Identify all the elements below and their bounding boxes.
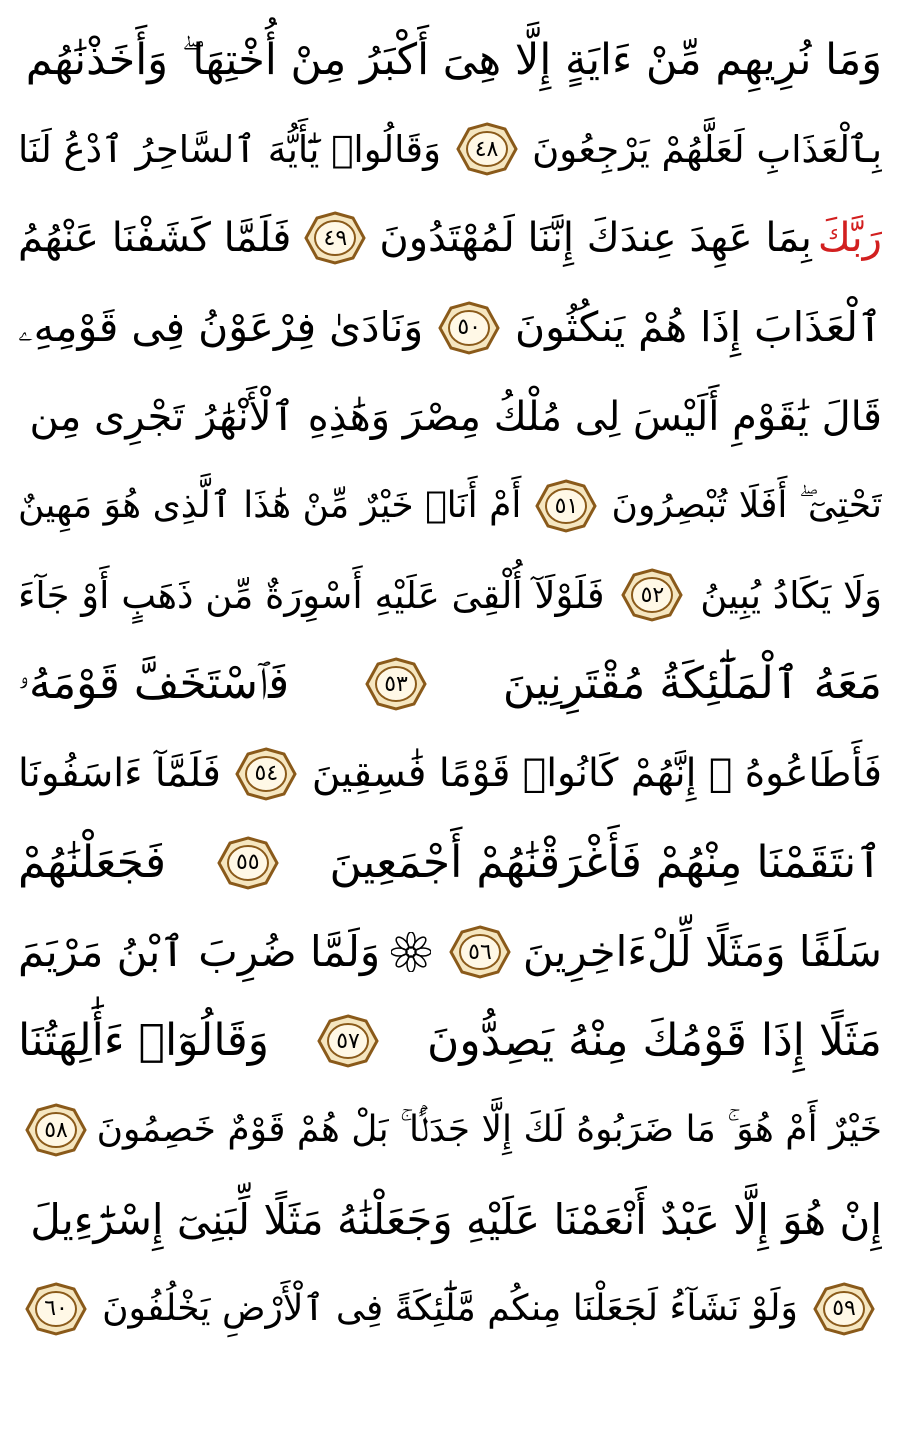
- verse-text: قَالَ يَٰقَوْمِ أَلَيْسَ لِى مُلْكُ مِصْرَ وَهَٰذِهِ ٱلْأَنْهَٰرُ تَجْرِى مِن: [29, 393, 882, 440]
- ayah-number: ٥٣: [384, 671, 408, 697]
- verse-text: وَلَمَّا ضُرِبَ ٱبْنُ مَرْيَمَ: [18, 927, 381, 976]
- verse-text: تَحْتِىٓ ۖ أَفَلَا تُبْصِرُونَ: [611, 485, 882, 526]
- verse-text: إِنْ هُوَ إِلَّا عَبْدٌ أَنْعَمْنَا عَلَيْهِ وَجَعَلْنَٰهُ مَثَلًا لِّبَنِىٓ إِسْرَٰٓءِيلَ: [30, 1194, 882, 1244]
- verse-text: ٱلْعَذَابَ إِذَا هُمْ يَنكُثُونَ: [515, 303, 882, 352]
- verse-line: [18, 996, 882, 1086]
- verse-line: [18, 1264, 882, 1354]
- verse-line: [18, 907, 882, 997]
- verse-text: وَمَا نُرِيهِم مِّنْ ءَايَةٍ إِلَّا هِىَ أَكْبَرُ مِنْ أُخْتِهَا ۖ وَأَخَذْنَٰهُم: [25, 34, 882, 85]
- verse-line: [18, 818, 882, 908]
- verse-text: فَأَطَاعُوهُ ۚ إِنَّهُمْ كَانُوا۟ قَوْمًا فَٰسِقِينَ: [311, 751, 882, 797]
- ayah-number-marker: [455, 121, 519, 177]
- ayah-number-marker: [448, 924, 512, 980]
- ayah-number-marker: [303, 210, 367, 266]
- ayah-number: ٤٨: [474, 136, 499, 162]
- ayah-number: ٥٥: [235, 850, 260, 876]
- verse-text: مَعَهُ ٱلْمَلَٰٓئِكَةُ مُقْتَرِنِينَ: [502, 658, 882, 710]
- verse-line: [18, 15, 882, 105]
- verse-text: خَيْرٌ أَمْ هُوَ ۚ مَا ضَرَبُوهُ لَكَ إِلَّا جَدَلًۢا ۚ بَلْ هُمْ قَوْمٌ خَصِمُونَ: [96, 1109, 882, 1151]
- ayah-number-marker: [364, 656, 428, 712]
- verse-line: [18, 104, 882, 194]
- ayah-number: ٦٠: [44, 1296, 68, 1322]
- verse-text: وَقَالُوا۟ يَٰٓأَيُّهَ ٱلسَّاحِرُ ٱدْعُ لَنَا: [18, 127, 441, 171]
- ayah-number: ٤٩: [323, 225, 348, 251]
- ayah-number-marker: [620, 567, 684, 623]
- ayah-number-marker: [24, 1102, 88, 1158]
- verse-line: [18, 461, 882, 551]
- verse-text: فَلَوْلَآ أُلْقِىَ عَلَيْهِ أَسْوِرَةٌ مِّن ذَهَبٍ أَوْ جَآءَ: [18, 573, 605, 617]
- verse-text: وَلَوْ نَشَآءُ لَجَعَلْنَا مِنكُم مَّلَٰٓئِكَةً فِى ٱلْأَرْضِ يَخْلُفُونَ: [102, 1287, 798, 1329]
- verse-line: [18, 1175, 882, 1265]
- ayah-number: ٥٤: [254, 761, 279, 787]
- ayah-number: ٥٩: [832, 1296, 856, 1322]
- ayah-number-marker: [316, 1013, 380, 1069]
- verse-line: [18, 1085, 882, 1175]
- ayah-number-marker: [24, 1281, 88, 1337]
- highlighted-word: رَبَّكَ: [817, 215, 882, 262]
- verse-text: وَقَالُوٓا۟ ءَأَٰلِهَتُنَا: [18, 1015, 270, 1067]
- verse-text: أَمْ أَنَا۠ خَيْرٌ مِّنْ هَٰذَا ٱلَّذِى هُوَ مَهِينٌ: [18, 485, 522, 526]
- verse-text: وَلَا يَكَادُ يُبِينُ: [700, 573, 882, 617]
- ayah-number-marker: [534, 478, 598, 534]
- ayah-number: ٥٨: [44, 1117, 68, 1143]
- verse-text: سَلَفًا وَمَثَلًا لِّلْءَاخِرِينَ: [522, 927, 882, 976]
- verse-line: [18, 550, 882, 640]
- verse-line: [18, 639, 882, 729]
- verse-text: بِٱلْعَذَابِ لَعَلَّهُمْ يَرْجِعُونَ: [532, 127, 882, 171]
- ayah-number: ٥١: [554, 493, 579, 519]
- ayah-number: ٥٢: [640, 582, 665, 608]
- ayah-number: ٥٦: [468, 939, 492, 965]
- verse-text: فَلَمَّا كَشَفْنَا عَنْهُمُ: [18, 215, 292, 262]
- verse-line: [18, 283, 882, 373]
- hizb-rosette-icon: [391, 932, 431, 972]
- ayah-number-marker: [812, 1281, 876, 1337]
- verse-text: فَجَعَلْنَٰهُمْ: [18, 836, 167, 888]
- verse-text: بِمَا عَهِدَ عِندَكَ إِنَّنَا لَمُهْتَدُونَ: [379, 215, 812, 262]
- ayah-number-marker: [234, 746, 298, 802]
- verse-text: مَثَلًا إِذَا قَوْمُكَ مِنْهُ يَصِدُّونَ: [427, 1015, 882, 1067]
- ayah-number: ٥٠: [457, 315, 481, 341]
- ayah-number-marker: [437, 300, 501, 356]
- verse-line: [18, 729, 882, 819]
- verse-text: فَلَمَّآ ءَاسَفُونَا: [18, 751, 221, 797]
- verse-text: ٱنتَقَمْنَا مِنْهُمْ فَأَغْرَقْنَٰهُمْ أَجْمَعِينَ: [329, 836, 882, 888]
- verse-text: وَنَادَىٰ فِرْعَوْنُ فِى قَوْمِهِۦ: [18, 303, 424, 352]
- verse-text: فَٱسْتَخَفَّ قَوْمَهُۥ: [18, 658, 290, 710]
- ayah-number-marker: [216, 835, 280, 891]
- verse-line: [18, 193, 882, 283]
- ayah-number: ٥٧: [336, 1028, 360, 1054]
- verse-line: [18, 372, 882, 462]
